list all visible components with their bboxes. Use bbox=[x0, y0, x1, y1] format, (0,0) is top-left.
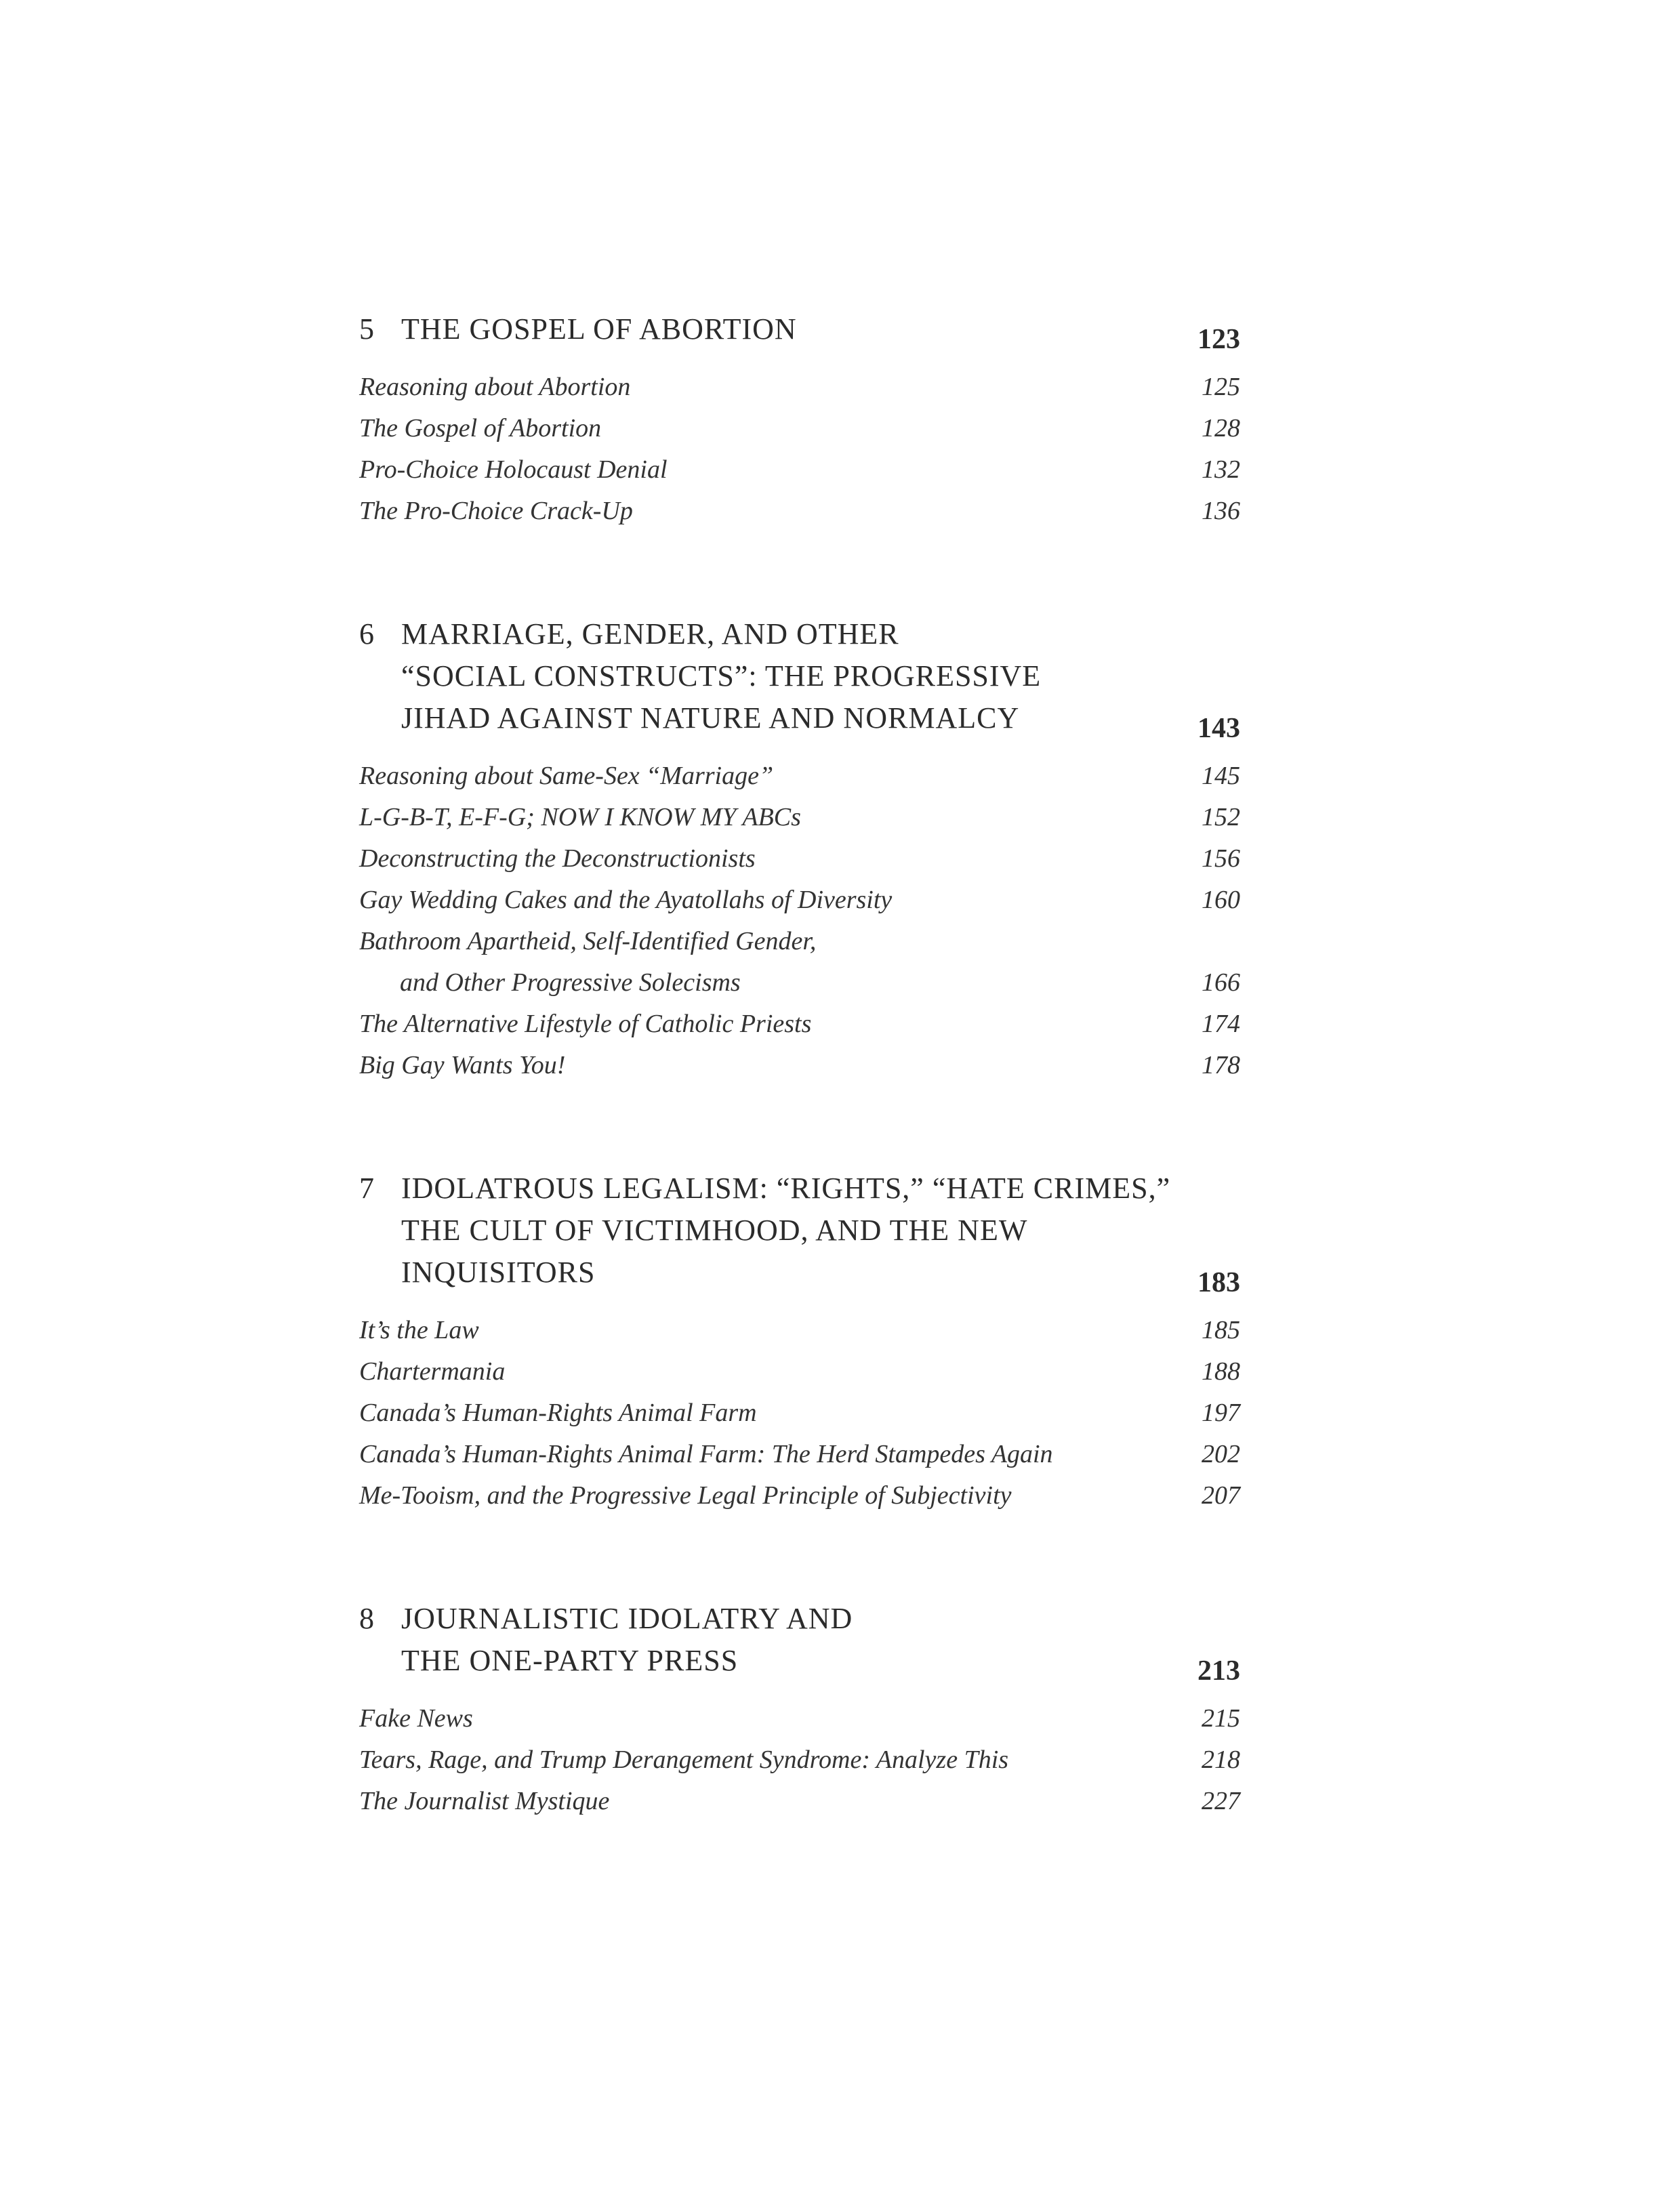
entry-page-number: 207 bbox=[1202, 1481, 1240, 1510]
chapter-page-number: 213 bbox=[1197, 1655, 1240, 1687]
entry-title: Chartermania bbox=[359, 1357, 506, 1386]
entry-page-number: 178 bbox=[1202, 1051, 1240, 1079]
entry-page-number: 202 bbox=[1202, 1440, 1240, 1468]
chapter-number: 7 bbox=[359, 1172, 375, 1205]
toc-entry bbox=[359, 408, 1240, 449]
chapter-title-line: THE ONE-PARTY PRESS bbox=[401, 1644, 739, 1677]
chapter-number: 6 bbox=[359, 617, 375, 651]
chapter-heading bbox=[359, 1598, 1240, 1687]
entry-title: Gay Wedding Cakes and the Ayatollahs of Diversity bbox=[359, 886, 893, 914]
chapter-heading bbox=[359, 1168, 1240, 1298]
entry-title: Bathroom Apartheid, Self-Identified Gender, bbox=[359, 927, 817, 955]
toc-entry bbox=[359, 797, 1240, 838]
entry-title: Fake News bbox=[359, 1704, 473, 1733]
chapter-heading bbox=[359, 613, 1240, 744]
entry-title: Reasoning about Same-Sex “Marriage” bbox=[359, 762, 774, 790]
entry-title: Canada’s Human-Rights Animal Farm bbox=[359, 1399, 757, 1427]
chapter-page-number: 183 bbox=[1197, 1267, 1240, 1298]
entry-page-number: 185 bbox=[1202, 1316, 1240, 1344]
chapter-title-line: INQUISITORS bbox=[401, 1256, 596, 1289]
chapter-title-line: THE CULT OF VICTIMHOOD, AND THE NEW bbox=[401, 1214, 1028, 1247]
toc-entry bbox=[359, 838, 1240, 880]
toc-entry bbox=[359, 1698, 1240, 1739]
chapter-page-number: 143 bbox=[1197, 713, 1240, 744]
table-of-contents bbox=[359, 308, 1240, 1903]
entry-page-number: 166 bbox=[1202, 968, 1240, 997]
chapter-number: 8 bbox=[359, 1602, 375, 1635]
entry-page-number: 145 bbox=[1202, 762, 1240, 790]
chapter-title bbox=[359, 308, 797, 350]
entry-title: Deconstructing the Deconstructionists bbox=[359, 844, 756, 873]
chapter-5 bbox=[359, 308, 1240, 532]
entry-title: L-G-B-T, E-F-G; NOW I KNOW MY ABCs bbox=[359, 803, 801, 831]
entry-title: Reasoning about Abortion bbox=[359, 373, 631, 401]
toc-entry bbox=[359, 449, 1240, 491]
chapter-title bbox=[359, 1598, 853, 1682]
toc-entry bbox=[359, 880, 1240, 921]
entry-title: Canada’s Human-Rights Animal Farm: The Herd Stampedes Again bbox=[359, 1440, 1053, 1468]
chapter-7 bbox=[359, 1168, 1240, 1516]
toc-entry bbox=[359, 1781, 1240, 1822]
entry-title: Me-Tooism, and the Progressive Legal Principle of Subjectivity bbox=[359, 1481, 1012, 1510]
entry-page-number: 132 bbox=[1202, 455, 1240, 484]
chapter-title-line: IDOLATROUS LEGALISM: “RIGHTS,” “HATE CRIMES,” bbox=[401, 1172, 1171, 1205]
toc-entry bbox=[359, 1475, 1240, 1516]
toc-entry bbox=[359, 1004, 1240, 1045]
chapter-title bbox=[359, 1168, 1170, 1294]
toc-entry bbox=[359, 756, 1240, 797]
entry-page-number: 128 bbox=[1202, 414, 1240, 442]
entry-page-number: 174 bbox=[1202, 1010, 1240, 1038]
entry-title: Tears, Rage, and Trump Derangement Syndrome: Analyze This bbox=[359, 1746, 1009, 1774]
entry-page-number: 152 bbox=[1202, 803, 1240, 831]
entry-page-number: 218 bbox=[1202, 1746, 1240, 1774]
entry-title-continuation: and Other Progressive Solecisms bbox=[400, 968, 741, 997]
chapter-8 bbox=[359, 1598, 1240, 1822]
chapter-title-line: JIHAD AGAINST NATURE AND NORMALCY bbox=[401, 701, 1020, 735]
toc-entry bbox=[359, 921, 1240, 1004]
chapter-title-line: JOURNALISTIC IDOLATRY AND bbox=[401, 1602, 853, 1635]
entry-page-number: 227 bbox=[1202, 1787, 1240, 1815]
entry-page-number: 215 bbox=[1202, 1704, 1240, 1733]
toc-entry bbox=[359, 367, 1240, 408]
toc-entry bbox=[359, 491, 1240, 532]
entry-title: The Pro-Choice Crack-Up bbox=[359, 497, 633, 525]
entry-title: The Gospel of Abortion bbox=[359, 414, 602, 442]
entry-page-number: 125 bbox=[1202, 373, 1240, 401]
chapter-title-line: “SOCIAL CONSTRUCTS”: THE PROGRESSIVE bbox=[401, 659, 1042, 693]
chapter-page-number: 123 bbox=[1197, 324, 1240, 355]
chapter-number: 5 bbox=[359, 312, 375, 346]
entry-title: It’s the Law bbox=[359, 1316, 479, 1344]
entry-title: The Journalist Mystique bbox=[359, 1787, 610, 1815]
entry-page-number: 136 bbox=[1202, 497, 1240, 525]
toc-entry bbox=[359, 1351, 1240, 1392]
chapter-title-line: THE GOSPEL OF ABORTION bbox=[401, 312, 797, 346]
entry-title: The Alternative Lifestyle of Catholic Priests bbox=[359, 1010, 812, 1038]
toc-entry bbox=[359, 1392, 1240, 1434]
chapter-heading bbox=[359, 308, 1240, 355]
chapter-6 bbox=[359, 613, 1240, 1086]
toc-entry bbox=[359, 1739, 1240, 1781]
toc-entry bbox=[359, 1045, 1240, 1086]
toc-entry bbox=[359, 1310, 1240, 1351]
entry-page-number: 188 bbox=[1202, 1357, 1240, 1386]
toc-entry bbox=[359, 1434, 1240, 1475]
entry-title: Pro-Choice Holocaust Denial bbox=[359, 455, 668, 484]
entry-page-number: 197 bbox=[1202, 1399, 1240, 1427]
chapter-title bbox=[359, 613, 1041, 739]
chapter-title-line: MARRIAGE, GENDER, AND OTHER bbox=[401, 617, 899, 651]
entry-page-number: 160 bbox=[1202, 886, 1240, 914]
entry-page-number: 156 bbox=[1202, 844, 1240, 873]
entry-title: Big Gay Wants You! bbox=[359, 1051, 566, 1079]
